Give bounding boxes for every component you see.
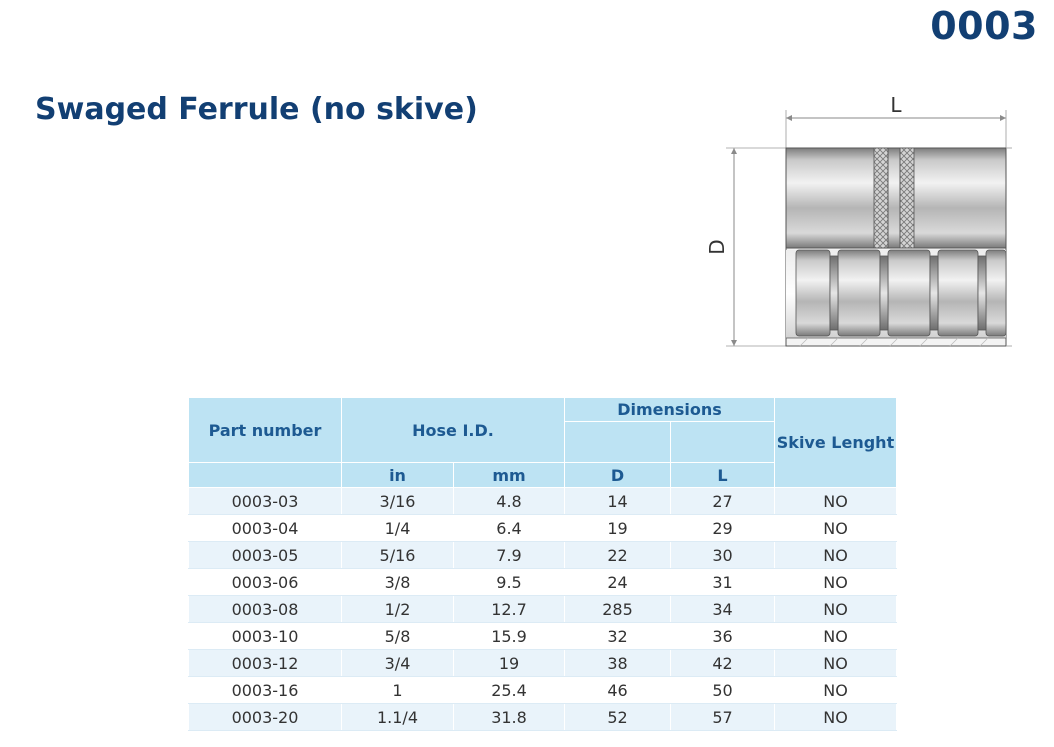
table-row: 0003-10 5/8 15.9 32 36 NO (189, 623, 897, 650)
page-title: Swaged Ferrule (no skive) (35, 92, 478, 127)
header-l-blank (671, 422, 775, 463)
header-mm: mm (454, 463, 565, 488)
header-dimensions: Dimensions (565, 398, 775, 422)
table-row: 0003-06 3/8 9.5 24 31 NO (189, 569, 897, 596)
length-label: L (890, 93, 902, 117)
ferrule-drawing (700, 90, 1020, 360)
diameter-label: D (705, 239, 729, 255)
table-row: 0003-04 1/4 6.4 19 29 NO (189, 515, 897, 542)
table-row: 0003-20 1.1/4 31.8 52 57 NO (189, 704, 897, 731)
spec-table (188, 397, 897, 731)
table-row: 0003-03 3/16 4.8 14 27 NO (189, 488, 897, 515)
header-part-blank (189, 463, 342, 488)
table-row: 0003-12 3/4 19 38 42 NO (189, 650, 897, 677)
header-l: L (671, 463, 775, 488)
header-part-number: Part number (189, 398, 342, 463)
table-row: 0003-05 5/16 7.9 22 30 NO (189, 542, 897, 569)
table-row: 0003-08 1/2 12.7 285 34 NO (189, 596, 897, 623)
header-d: D (565, 463, 671, 488)
header-in: in (342, 463, 454, 488)
header-d-blank (565, 422, 671, 463)
product-code: 0003 (930, 4, 1038, 48)
header-hose-id: Hose I.D. (342, 398, 565, 463)
table-row: 0003-16 1 25.4 46 50 NO (189, 677, 897, 704)
header-skive-length: Skive Lenght (775, 398, 897, 488)
